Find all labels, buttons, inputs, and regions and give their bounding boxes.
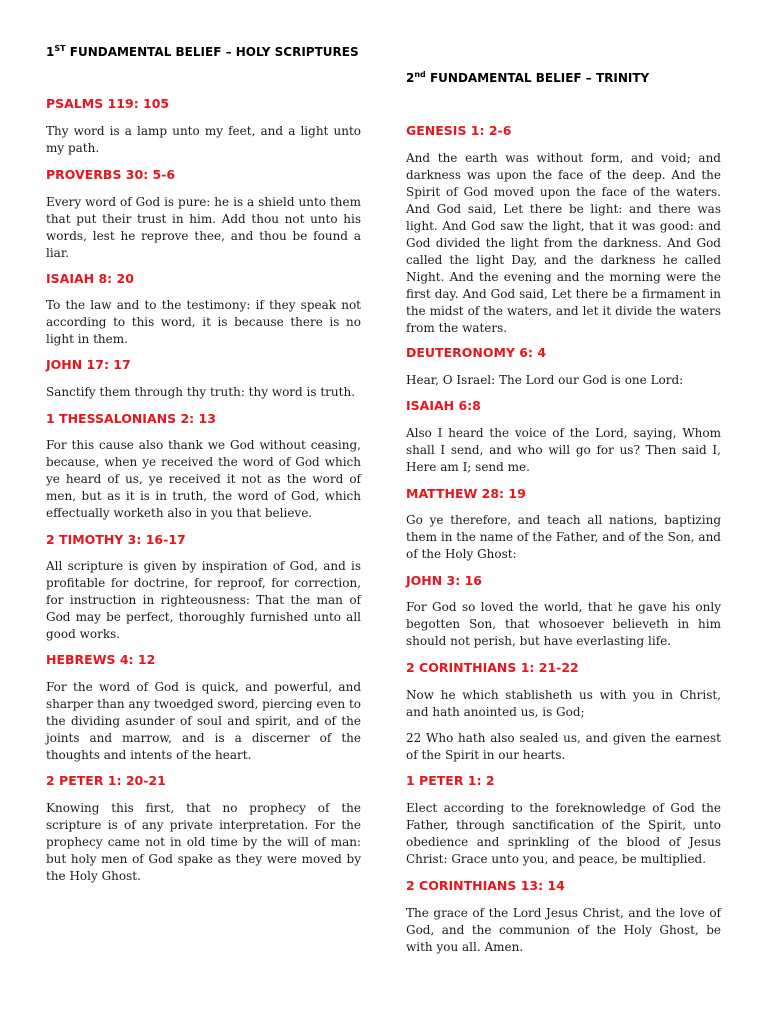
scripture-text: Every word of God is pure: he is a shield unto them that put their trust in him. Add thou not unto his words, lest he reprove thee, and thou be found a liar. [46,195,361,260]
scripture-text: And the earth was without form, and void; and darkness was upon the face of the deep. And the Spirit of God moved upon the face of the waters. And God said, Let there be light: and there was light. And God saw the light, that it was good: and God divided the light from the darkness. And God called the light Day, and the darkness he called Night. And the evening and the morning were the first day. And God said, Let there be a firmament in the midst of the waters, and let it divide the waters from the waters. [406,151,721,335]
scripture-reference: ISAIAH 6:8 [406,398,481,413]
scripture-text: Also I heard the voice of the Lord, saying, Whom shall I send, and who will go for us? Then said I, Here am I; send me. [406,426,721,474]
scripture-text: All scripture is given by inspiration of God, and is profitable for doctrine, for reproof, for correction, for instruction in righteousness: That the man of God may be perfect, thoroughly furnished unto all good works. [46,559,361,641]
scripture-reference: PROVERBS 30: 5-6 [46,167,176,182]
scripture-text: Elect according to the foreknowledge of God the Father, through sanctification of the Spirit, unto obedience and sprinkling of the blood of Jesus Christ: Grace unto you, and peace, be multiplied. [406,801,721,866]
section-heading: 1ST FUNDAMENTAL BELIEF – HOLY SCRIPTURES [46,44,359,59]
scripture-text: Sanctify them through thy truth: thy word is truth. [46,385,356,399]
scripture-reference: PSALMS 119: 105 [46,96,170,111]
scripture-reference: 2 CORINTHIANS 13: 14 [406,878,565,893]
scripture-text: For God so loved the world, that he gave his only begotten Son, that whosoever believeth in him should not perish, but have everlasting life. [406,600,721,648]
section-heading: 2nd FUNDAMENTAL BELIEF – TRINITY [406,70,650,85]
scripture-reference: 1 PETER 1: 2 [406,773,495,788]
scripture-text: To the law and to the testimony: if they speak not according to this word, it is because there is no light in them. [46,298,361,346]
scripture-text: Thy word is a lamp unto my feet, and a light unto my path. [46,124,361,155]
scripture-reference: 2 TIMOTHY 3: 16-17 [46,532,186,547]
scripture-text: Hear, O Israel: The Lord our God is one Lord: [406,373,684,387]
scripture-text: 22 Who hath also sealed us, and given the earnest of the Spirit in our hearts. [406,731,721,762]
scripture-reference: DEUTERONOMY 6: 4 [406,345,547,360]
scripture-reference: 1 THESSALONIANS 2: 13 [46,411,216,426]
scripture-reference: MATTHEW 28: 19 [406,486,526,501]
scripture-reference: 2 CORINTHIANS 1: 21-22 [406,660,579,675]
scripture-text: Knowing this first, that no prophecy of the scripture is of any private interpretation. For the prophecy came not in old time by the will of man: but holy men of God spake as they were moved by the Holy Ghost. [46,801,361,883]
scripture-reference: ISAIAH 8: 20 [46,271,134,286]
scripture-text: For this cause also thank we God without ceasing, because, when ye received the word of God which ye heard of us, ye received it not as the word of men, but as it is in truth, the word of God, which effectually worketh also in you that believe. [46,438,361,520]
scripture-text: Now he which stablisheth us with you in Christ, and hath anointed us, is God; [406,688,721,719]
scripture-text: For the word of God is quick, and powerful, and sharper than any twoedged sword, piercing even to the dividing asunder of soul and spirit, and of the joints and marrow, and is a discerner of the thoughts and intents of the heart. [46,680,361,762]
scripture-reference: JOHN 3: 16 [406,573,482,588]
scripture-reference: GENESIS 1: 2-6 [406,123,512,138]
scripture-reference: HEBREWS 4: 12 [46,652,156,667]
scripture-reference: JOHN 17: 17 [46,357,131,372]
scripture-text: The grace of the Lord Jesus Christ, and the love of God, and the communion of the Holy Ghost, be with you all. Amen. [406,906,721,954]
scripture-text: Go ye therefore, and teach all nations, baptizing them in the name of the Father, and of the Son, and of the Holy Ghost: [406,513,721,561]
scripture-reference: 2 PETER 1: 20-21 [46,773,166,788]
